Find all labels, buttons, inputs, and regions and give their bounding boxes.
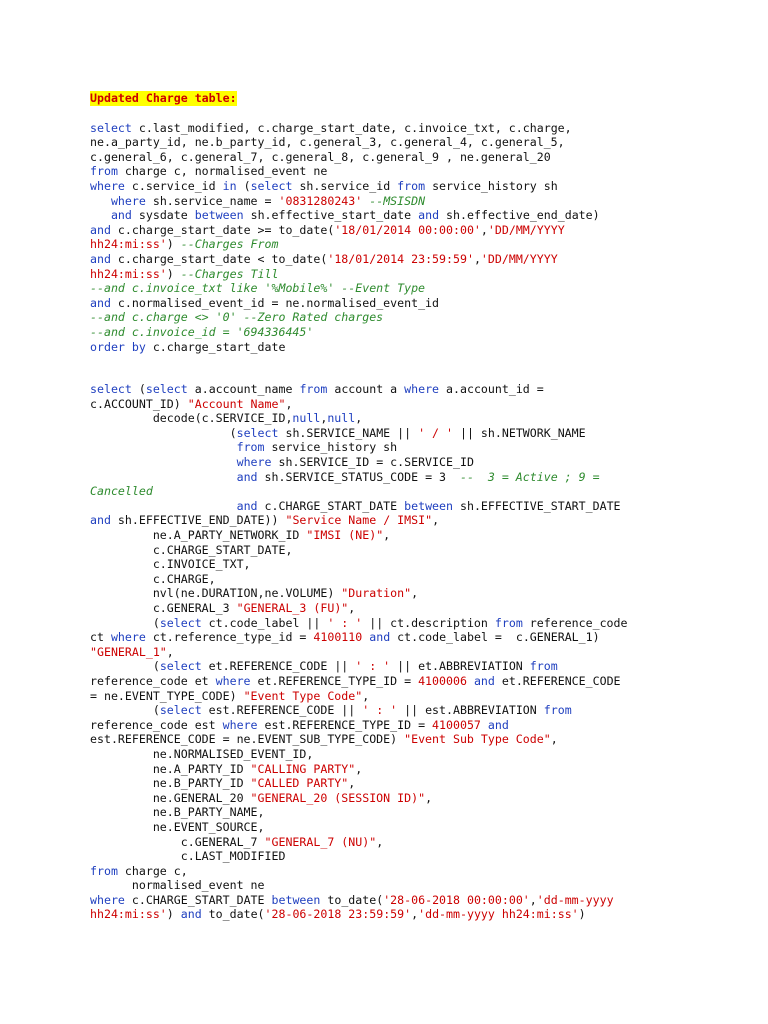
sql-string: "CALLING PARTY" bbox=[250, 761, 356, 776]
sql-text: sh.EFFECTIVE_START_DATE bbox=[453, 498, 621, 513]
sql-comment: --Charges From bbox=[180, 237, 279, 252]
code-line bbox=[90, 703, 758, 718]
sql-keyword: where bbox=[90, 178, 125, 193]
sql-keyword: where bbox=[110, 193, 146, 208]
code-line bbox=[90, 586, 758, 601]
sql-text: c.service_id bbox=[124, 178, 223, 193]
sql-text: ( bbox=[90, 703, 160, 718]
sql-text bbox=[90, 455, 237, 469]
code-line bbox=[90, 397, 758, 412]
sql-text bbox=[481, 718, 488, 732]
code-line bbox=[90, 776, 758, 791]
sql-keyword: and bbox=[473, 673, 495, 688]
sql-keyword: where bbox=[110, 630, 146, 645]
sql-keyword: select bbox=[159, 615, 202, 630]
sql-text: , bbox=[480, 222, 488, 237]
sql-keyword: and bbox=[90, 295, 111, 310]
sql-text: , bbox=[362, 688, 370, 703]
sql-text: || et.ABBREVIATION bbox=[390, 659, 530, 674]
sql-comment: --Charges Till bbox=[180, 266, 279, 281]
code-line bbox=[90, 179, 758, 194]
sql-keyword: order by bbox=[90, 339, 146, 354]
sql-text: , bbox=[529, 892, 537, 907]
sql-text: c.GENERAL_3 bbox=[90, 601, 237, 615]
sql-text: est.REFERENCE_CODE = ne.EVENT_SUB_TYPE_CODE) bbox=[90, 732, 405, 747]
sql-text: c.CHARGE, bbox=[90, 571, 216, 586]
sql-text: to_date( bbox=[320, 892, 384, 907]
sql-keyword: and bbox=[180, 907, 202, 922]
sql-text: c.CHARGE_START_DATE, bbox=[90, 542, 293, 557]
code-line bbox=[90, 820, 758, 835]
sql-string: '0831280243' bbox=[278, 193, 363, 208]
code-line bbox=[90, 499, 758, 514]
sql-text: , bbox=[348, 601, 356, 615]
sql-text: et.REFERENCE_CODE bbox=[494, 673, 621, 688]
sql-text: et.REFERENCE_TYPE_ID = bbox=[250, 673, 419, 688]
code-line bbox=[90, 325, 758, 340]
sql-text: ne.A_PARTY_ID bbox=[90, 761, 251, 776]
code-line bbox=[90, 135, 758, 150]
code-line bbox=[90, 340, 758, 355]
sql-string: ' : ' bbox=[327, 615, 363, 630]
sql-keyword: from bbox=[529, 659, 558, 674]
sql-text: ( bbox=[90, 615, 160, 630]
code-line bbox=[90, 718, 758, 733]
sql-text: ct bbox=[90, 630, 111, 645]
sql-text bbox=[467, 674, 474, 688]
sql-text: charge c, bbox=[117, 863, 188, 878]
sql-string: '18/01/2014 23:59:59' bbox=[327, 251, 474, 266]
sql-keyword: select bbox=[90, 382, 132, 397]
sql-text: , bbox=[432, 513, 440, 528]
sql-keyword: from bbox=[90, 164, 118, 179]
code-line bbox=[90, 572, 758, 587]
sql-keyword: and bbox=[236, 498, 258, 513]
sql-string: "Service Name / IMSI" bbox=[285, 513, 433, 528]
sql-keyword: and bbox=[487, 717, 509, 732]
sql-keyword: select bbox=[159, 703, 202, 718]
code-line bbox=[90, 267, 758, 282]
sql-keyword: select bbox=[145, 382, 188, 397]
sql-keyword: from bbox=[90, 863, 118, 878]
sql-text: ne.a_party_id, ne.b_party_id, c.general_3, c.general_4, c.general_5, bbox=[90, 135, 565, 150]
sql-text: = ne.EVENT_TYPE_CODE) bbox=[90, 688, 244, 703]
sql-keyword: and bbox=[90, 222, 111, 237]
sql-text: ) bbox=[166, 266, 181, 281]
sql-text: || ct.description bbox=[362, 615, 495, 630]
sql-comment: --and c.invoice_txt like '%Mobile%' --Event Type bbox=[90, 281, 426, 296]
code-line bbox=[90, 543, 758, 558]
sql-keyword: select bbox=[236, 425, 279, 440]
document-title: Updated Charge table: bbox=[90, 91, 237, 105]
sql-string: 4100110 bbox=[313, 630, 363, 645]
code-line bbox=[90, 223, 758, 238]
sql-keyword: from bbox=[397, 178, 426, 193]
code-line bbox=[90, 237, 758, 252]
sql-text: || sh.NETWORK_NAME bbox=[453, 425, 586, 440]
code-line bbox=[90, 252, 758, 267]
sql-text: to_date( bbox=[201, 907, 265, 922]
code-line bbox=[90, 440, 758, 455]
sql-text: ) bbox=[578, 907, 586, 922]
sql-text bbox=[90, 470, 237, 484]
code-line bbox=[90, 426, 758, 441]
sql-text: c.normalised_event_id = ne.normalised_event_id bbox=[110, 295, 440, 310]
code-line bbox=[90, 674, 758, 689]
sql-text: account a bbox=[327, 382, 405, 397]
sql-keyword: from bbox=[299, 382, 328, 397]
sql-text: ne.B_PARTY_NAME, bbox=[90, 805, 265, 820]
sql-keyword: between bbox=[271, 892, 321, 907]
code-line bbox=[90, 601, 758, 616]
sql-text: c.charge_start_date bbox=[145, 339, 286, 354]
sql-text bbox=[90, 194, 111, 208]
code-line bbox=[90, 382, 758, 397]
sql-text: ct.reference_type_id = bbox=[145, 630, 314, 645]
sql-string: '28-06-2018 23:59:59' bbox=[264, 907, 412, 922]
code-line bbox=[90, 164, 758, 179]
sql-keyword: where bbox=[90, 892, 125, 907]
sql-keyword: and bbox=[110, 208, 132, 223]
sql-string: "IMSI (NE)" bbox=[306, 528, 384, 543]
sql-text: a.account_name bbox=[187, 382, 300, 397]
code-line bbox=[90, 616, 758, 631]
sql-string: '28-06-2018 00:00:00' bbox=[383, 892, 530, 907]
sql-text: ne.EVENT_SOURCE, bbox=[90, 819, 265, 834]
code-line bbox=[90, 630, 758, 645]
sql-query-charge bbox=[90, 121, 758, 355]
code-line bbox=[90, 281, 758, 296]
sql-text: , bbox=[348, 776, 356, 791]
sql-text: et.REFERENCE_CODE || bbox=[201, 659, 356, 674]
sql-keyword: in bbox=[222, 178, 237, 193]
sql-string: "CALLED PARTY" bbox=[250, 776, 349, 791]
sql-string: '18/01/2014 00:00:00' bbox=[334, 222, 481, 237]
code-line bbox=[90, 791, 758, 806]
sql-text: reference_code est bbox=[90, 717, 223, 732]
code-line bbox=[90, 849, 758, 864]
code-line bbox=[90, 557, 758, 572]
sql-text: , bbox=[425, 790, 433, 805]
code-line bbox=[90, 470, 758, 485]
sql-comment: -- 3 = Active ; 9 = bbox=[459, 469, 600, 484]
sql-keyword: from bbox=[494, 615, 523, 630]
sql-string: "Event Sub Type Code" bbox=[404, 732, 551, 747]
code-line bbox=[90, 864, 758, 879]
sql-text bbox=[90, 440, 237, 454]
sql-text: ct.code_label = c.GENERAL_1) bbox=[390, 630, 600, 645]
code-line bbox=[90, 762, 758, 777]
code-line bbox=[90, 835, 758, 850]
sql-text: , bbox=[411, 907, 419, 922]
sql-query-account bbox=[90, 382, 758, 922]
sql-string: 4100057 bbox=[432, 717, 481, 732]
sql-text: c.general_6, c.general_7, c.general_8, c.general_9 , ne.general_20 bbox=[90, 149, 551, 164]
sql-text: nvl(ne.DURATION,ne.VOLUME) bbox=[90, 586, 342, 601]
sql-string: hh24:mi:ss' bbox=[90, 907, 167, 922]
sql-text: sh.effective_end_date) bbox=[439, 208, 600, 223]
sql-comment: Cancelled bbox=[90, 484, 153, 499]
sql-keyword: from bbox=[236, 440, 265, 455]
sql-comment: --and c.charge <> '0' --Zero Rated charges bbox=[90, 310, 384, 325]
code-line bbox=[90, 689, 758, 704]
code-line bbox=[90, 310, 758, 325]
block-spacer bbox=[90, 354, 758, 382]
sql-text: ne.GENERAL_20 bbox=[90, 790, 251, 805]
sql-keyword: between bbox=[404, 498, 454, 513]
sql-string: "Event Type Code" bbox=[243, 688, 363, 703]
sql-string: ' : ' bbox=[362, 703, 398, 718]
sql-text: ) bbox=[166, 907, 181, 922]
sql-keyword: from bbox=[543, 703, 572, 718]
sql-text bbox=[90, 499, 237, 513]
sql-text: c.CHARGE_START_DATE bbox=[124, 892, 272, 907]
sql-string: "GENERAL_1" bbox=[90, 644, 167, 659]
sql-text: c.charge_start_date < to_date( bbox=[110, 251, 328, 266]
sql-text: sh.SERVICE_NAME || bbox=[278, 425, 419, 440]
sql-text: c.GENERAL_7 bbox=[90, 834, 265, 849]
sql-text: , bbox=[320, 411, 328, 426]
code-line bbox=[90, 878, 758, 893]
sql-text: normalised_event ne bbox=[90, 878, 265, 893]
sql-comment: --and c.invoice_id = '694336445' bbox=[90, 324, 314, 339]
code-line bbox=[90, 528, 758, 543]
sql-string: ' / ' bbox=[418, 425, 453, 440]
code-line bbox=[90, 150, 758, 165]
sql-text: || est.ABBREVIATION bbox=[397, 703, 544, 718]
sql-text: reference_code bbox=[522, 615, 628, 630]
sql-text: service_history sh bbox=[264, 440, 398, 455]
sql-text: , bbox=[411, 586, 419, 601]
sql-text: c.LAST_MODIFIED bbox=[90, 849, 286, 864]
sql-string: 'dd-mm-yyyy bbox=[536, 892, 614, 907]
sql-text: ne.NORMALISED_EVENT_ID, bbox=[90, 746, 314, 761]
sql-text: c.INVOICE_TXT, bbox=[90, 557, 251, 572]
sql-text: c.ACCOUNT_ID) bbox=[90, 396, 188, 411]
sql-comment: --MSISDN bbox=[369, 193, 426, 208]
code-line bbox=[90, 513, 758, 528]
sql-text: , bbox=[166, 644, 174, 659]
sql-string: "GENERAL_7 (NU)" bbox=[264, 834, 377, 849]
code-line bbox=[90, 732, 758, 747]
sql-text: ne.B_PARTY_ID bbox=[90, 776, 251, 791]
sql-keyword: and bbox=[236, 469, 258, 484]
sql-text: c.CHARGE_START_DATE bbox=[257, 498, 405, 513]
sql-text: sh.SERVICE_STATUS_CODE = 3 bbox=[257, 469, 460, 484]
sql-keyword: where bbox=[404, 382, 440, 397]
code-line bbox=[90, 659, 758, 674]
sql-text: ( bbox=[90, 659, 160, 674]
sql-text: sysdate bbox=[131, 208, 195, 223]
sql-text: , bbox=[285, 396, 293, 411]
sql-string: "GENERAL_3 (FU)" bbox=[236, 601, 349, 615]
sql-keyword: select bbox=[90, 120, 132, 135]
sql-text: sh.service_id bbox=[292, 178, 398, 193]
sql-text: ct.code_label || bbox=[201, 615, 328, 630]
sql-text: sh.effective_start_date bbox=[243, 208, 419, 223]
sql-text: service_history sh bbox=[425, 178, 558, 193]
code-line bbox=[90, 455, 758, 470]
sql-text: decode(c.SERVICE_ID, bbox=[90, 411, 293, 426]
code-line bbox=[90, 893, 758, 908]
sql-text: , bbox=[355, 761, 363, 776]
sql-string: 'DD/MM/YYYY bbox=[480, 251, 558, 266]
code-line bbox=[90, 296, 758, 311]
sql-text: charge c, normalised_event ne bbox=[117, 164, 328, 179]
sql-keyword: null bbox=[292, 411, 321, 426]
sql-text: , bbox=[383, 528, 391, 543]
code-line bbox=[90, 411, 758, 426]
sql-string: ' : ' bbox=[355, 659, 391, 674]
sql-text: ) bbox=[166, 237, 181, 252]
code-line bbox=[90, 121, 758, 136]
sql-keyword: null bbox=[327, 411, 356, 426]
sql-text: c.last_modified, c.charge_start_date, c.invoice_txt, c.charge, bbox=[131, 120, 572, 135]
sql-string: hh24:mi:ss' bbox=[90, 237, 167, 252]
sql-text: a.account_id = bbox=[439, 382, 544, 397]
sql-string: "Duration" bbox=[341, 586, 412, 601]
code-line bbox=[90, 747, 758, 762]
sql-text: reference_code et bbox=[90, 673, 216, 688]
sql-text: sh.EFFECTIVE_END_DATE)) bbox=[110, 513, 286, 528]
sql-text: ( bbox=[90, 425, 237, 440]
sql-text: ( bbox=[131, 382, 146, 397]
sql-text: , bbox=[355, 411, 363, 426]
sql-text: ne.A_PARTY_NETWORK_ID bbox=[90, 528, 307, 543]
sql-text: , bbox=[473, 251, 481, 266]
sql-keyword: and bbox=[369, 630, 391, 645]
sql-string: "GENERAL_20 (SESSION ID)" bbox=[250, 790, 426, 805]
sql-keyword: and bbox=[90, 513, 111, 528]
code-line bbox=[90, 645, 758, 660]
sql-keyword: where bbox=[236, 455, 272, 470]
sql-keyword: and bbox=[90, 251, 111, 266]
sql-keyword: where bbox=[222, 717, 258, 732]
code-line bbox=[90, 805, 758, 820]
code-line bbox=[90, 484, 758, 499]
sql-keyword: select bbox=[159, 659, 202, 674]
sql-keyword: where bbox=[215, 673, 251, 688]
code-line bbox=[90, 194, 758, 209]
sql-text bbox=[90, 208, 111, 222]
code-line bbox=[90, 907, 758, 922]
sql-string: "Account Name" bbox=[187, 396, 286, 411]
sql-text: , bbox=[376, 834, 384, 849]
sql-text: est.REFERENCE_CODE || bbox=[201, 703, 363, 718]
sql-keyword: select bbox=[250, 178, 293, 193]
sql-text: sh.SERVICE_ID = c.SERVICE_ID bbox=[271, 455, 474, 470]
sql-string: 4100006 bbox=[418, 673, 467, 688]
sql-text: est.REFERENCE_TYPE_ID = bbox=[257, 717, 433, 732]
sql-string: 'dd-mm-yyyy hh24:mi:ss' bbox=[418, 907, 579, 922]
sql-keyword: and bbox=[418, 208, 440, 223]
code-line bbox=[90, 208, 758, 223]
sql-string: 'DD/MM/YYYY bbox=[487, 222, 565, 237]
sql-keyword: between bbox=[194, 208, 244, 223]
document-page bbox=[90, 91, 758, 922]
sql-text: , bbox=[550, 732, 558, 747]
sql-text: c.charge_start_date >= to_date( bbox=[110, 222, 335, 237]
sql-string: hh24:mi:ss' bbox=[90, 266, 167, 281]
sql-text: sh.service_name = bbox=[145, 193, 279, 208]
sql-text: ( bbox=[236, 178, 251, 193]
